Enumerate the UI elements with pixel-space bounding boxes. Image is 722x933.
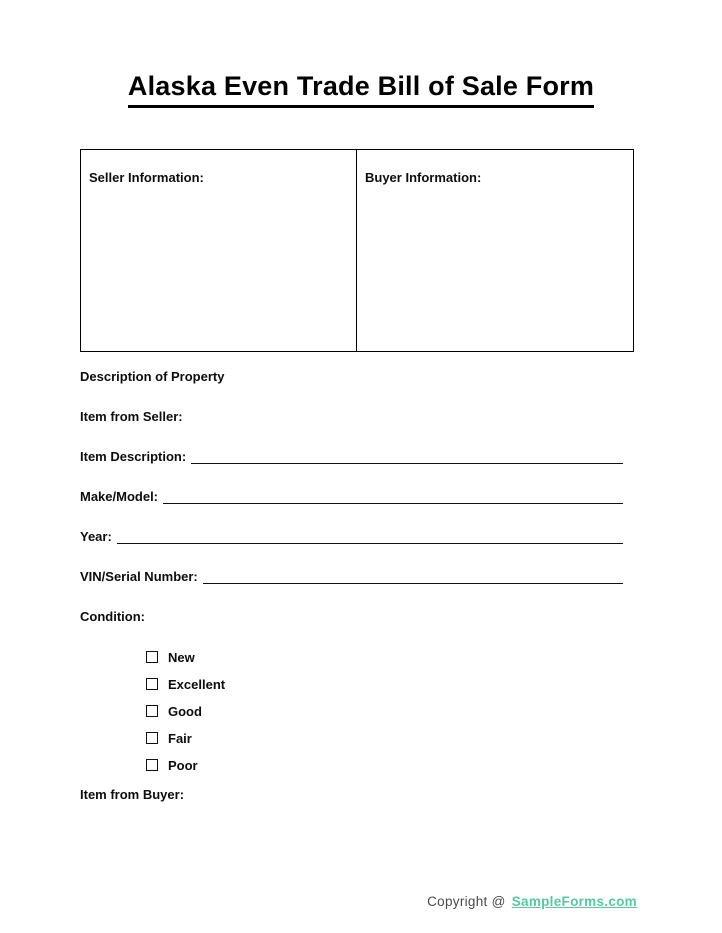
checkbox-good[interactable] xyxy=(146,705,158,717)
field-row-year xyxy=(80,528,623,545)
item-from-seller-label: Item from Seller: xyxy=(80,409,183,424)
buyer-info-label: Buyer Information: xyxy=(365,170,482,185)
page-title: Alaska Even Trade Bill of Sale Form xyxy=(128,71,594,108)
section-heading: Description of Property xyxy=(80,369,225,384)
make-model-fill-line[interactable] xyxy=(163,489,623,504)
checkbox-excellent[interactable] xyxy=(146,678,158,690)
year-label: Year: xyxy=(80,529,112,544)
vin-serial-label: VIN/Serial Number: xyxy=(80,569,198,584)
checkbox-label-new: New xyxy=(168,649,195,665)
sampleforms-link[interactable]: SampleForms.com xyxy=(511,894,637,909)
checkbox-label-fair: Fair xyxy=(168,730,192,746)
buyer-info-box[interactable] xyxy=(357,150,633,351)
checkbox-label-good: Good xyxy=(168,703,202,719)
checkbox-new[interactable] xyxy=(146,651,158,663)
field-row-item-description xyxy=(80,448,623,465)
checkbox-fair[interactable] xyxy=(146,732,158,744)
vin-serial-fill-line[interactable] xyxy=(203,569,623,584)
condition-label: Condition: xyxy=(80,609,145,624)
make-model-label: Make/Model: xyxy=(80,489,159,504)
item-description-fill-line[interactable] xyxy=(191,449,623,464)
condition-option-fair xyxy=(146,730,623,746)
property-section xyxy=(80,368,623,803)
year-fill-line[interactable] xyxy=(117,529,623,544)
item-from-buyer-label: Item from Buyer: xyxy=(80,787,185,802)
checkbox-poor[interactable] xyxy=(146,759,158,771)
condition-option-good xyxy=(146,703,623,719)
checkbox-label-poor: Poor xyxy=(168,757,198,773)
field-row-vin-serial xyxy=(80,568,623,585)
checkbox-label-excellent: Excellent xyxy=(168,676,226,692)
seller-info-box[interactable] xyxy=(81,150,357,351)
field-row-make-model xyxy=(80,488,623,505)
seller-info-label: Seller Information: xyxy=(89,170,204,185)
condition-option-poor xyxy=(146,757,623,773)
parties-table xyxy=(80,149,634,352)
condition-option-new xyxy=(146,649,623,665)
title-row xyxy=(0,66,722,108)
condition-options xyxy=(146,649,623,773)
item-description-label: Item Description: xyxy=(80,449,187,464)
condition-option-excellent xyxy=(146,676,623,692)
footer-copyright xyxy=(427,894,637,909)
copyright-text: Copyright @ xyxy=(427,894,510,909)
